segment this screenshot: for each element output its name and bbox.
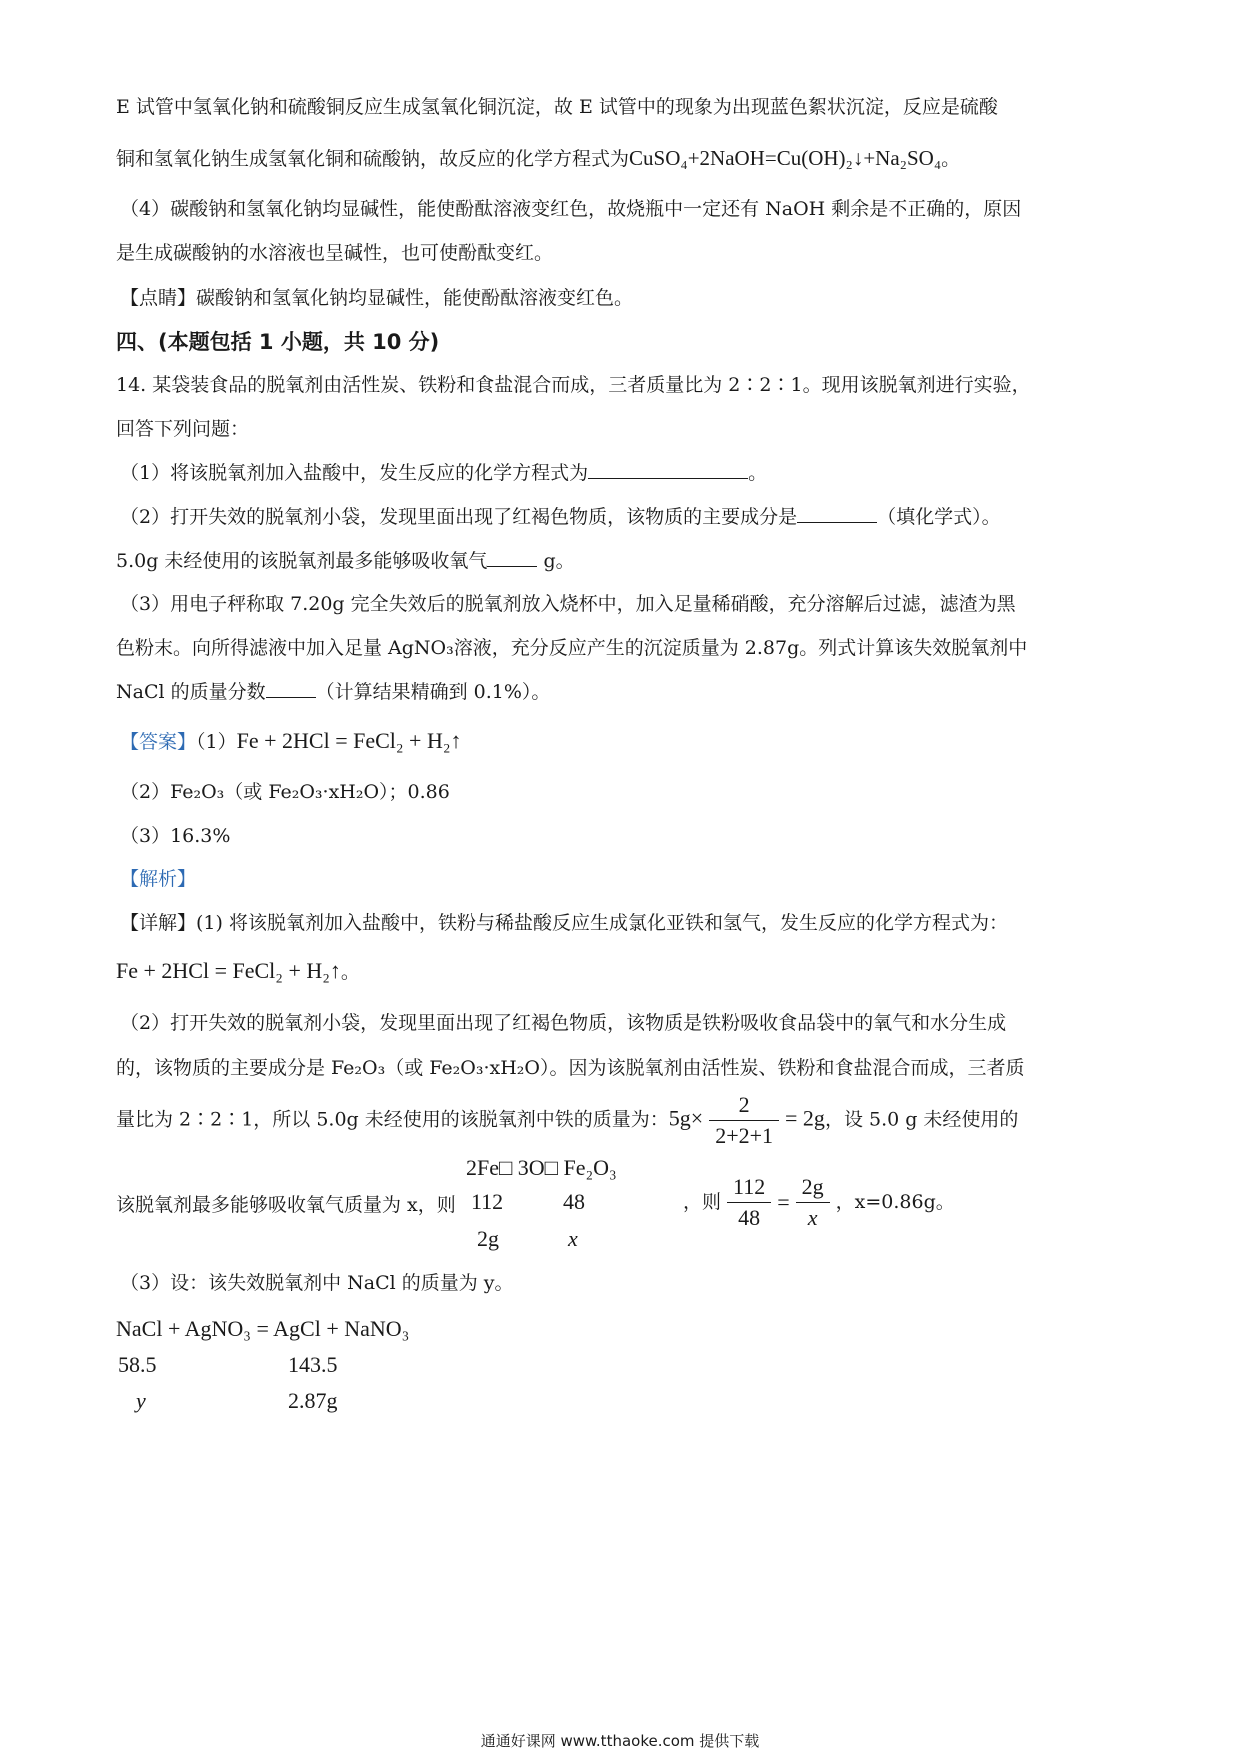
paragraph-e-line2 (116, 146, 960, 171)
p3-given-precipitate: 2.87g (288, 1388, 338, 1413)
chemical-equation: Fe + 2HCl = FeCl₂ + H₂↑ (236, 728, 462, 753)
chemical-equation: CuSO₄+2NaOH=Cu(OH)₂↓+Na₂SO₄ (629, 146, 942, 170)
text-span: NaCl 的质量分数 (116, 681, 266, 703)
p3-unknown-y: y (136, 1388, 146, 1413)
stoich-molar-mass-o: 48 (563, 1189, 585, 1214)
stoich-unknown: x (568, 1226, 578, 1251)
answer-blank (797, 521, 877, 523)
question-part3-line2: 色粉末。向所得滤液中加入足量 AgNO₃溶液，充分反应产生的沉淀质量为 2.87g。列式计算该失效脱氧剂中 (116, 637, 1028, 659)
question-part3-line1: （3）用电子秤称取 7.20g 完全失效后的脱氧剂放入烧杯中，加入足量稀硝酸，充分溶解后过滤，滤渣为黑 (120, 593, 1016, 615)
paragraph-4-line1: （4）碳酸钠和氢氧化钠均显碱性，能使酚酞溶液变红色，故烧瓶中一定还有 NaOH 剩余是不正确的，原因 (120, 198, 1022, 220)
stoich-equation: 2Fe□ 3O□ Fe₂O₃ (466, 1155, 617, 1180)
stoich-given-mass: 2g (477, 1226, 499, 1251)
ratio-fraction-right (796, 1172, 830, 1233)
paragraph-e-line1: E 试管中氢氧化钠和硫酸铜反应生成氢氧化铜沉淀，故 E 试管中的现象为出现蓝色絮状沉淀，反应是硫酸 (116, 96, 998, 118)
section-heading: 四、(本题包括 1 小题，共 10 分) (116, 330, 440, 354)
p3-mass-agcl: 143.5 (288, 1352, 338, 1377)
ratio-line (683, 1172, 955, 1233)
answer-part3: （3）16.3% (120, 825, 231, 847)
fraction-numerator: 2 (709, 1090, 779, 1121)
question-part3-line3 (116, 681, 550, 704)
analysis-p3-line1: （3）设：该失效脱氧剂中 NaCl 的质量为 y。 (120, 1272, 514, 1294)
text-span: （1）将该脱氧剂加入盐酸中，发生反应的化学方程式为 (120, 462, 589, 484)
text-span: 5.0g 未经使用的该脱氧剂最多能够吸收氧气 (116, 550, 488, 572)
question-stem-line2: 回答下列问题： (116, 418, 250, 440)
text-span: （2）打开失效的脱氧剂小袋，发现里面出现了红褐色物质，该物质的主要成分是 (120, 506, 798, 528)
text-span: 量比为 2∶2∶1，所以 5.0g 未经使用的该脱氧剂中铁的质量为： (116, 1108, 669, 1131)
calc-text: 5g× (668, 1105, 704, 1131)
text-span: （计算结果精确到 0.1%）。 (315, 681, 551, 703)
analysis-label: 【解析】 (120, 868, 197, 890)
answer-part2: （2）Fe₂O₃（或 Fe₂O₃·xH₂O）；0.86 (120, 781, 450, 803)
analysis-p2-line2: 的，该物质的主要成分是 Fe₂O₃（或 Fe₂O₃·xH₂O）。因为该脱氧剂由活性炭、铁粉和食盐混合而成，三者质 (116, 1057, 1025, 1079)
text-span: ，设 5.0 g 未经使用的 (824, 1108, 1019, 1131)
fraction (709, 1090, 779, 1151)
analysis-p2-line4: 该脱氧剂最多能够吸收氧气质量为 x，则 (116, 1194, 456, 1216)
detail-line1: 【详解】(1) 将该脱氧剂加入盐酸中，铁粉与稀盐酸反应生成氯化亚铁和氢气，发生反应的化学方程式为： (120, 912, 1008, 934)
ratio-fraction-left (727, 1172, 771, 1233)
p3-mass-nacl: 58.5 (118, 1352, 157, 1377)
fraction-numerator: 2g (796, 1172, 830, 1203)
text-span: ，x=0.86g。 (835, 1191, 955, 1214)
text-span: 。 (340, 961, 360, 983)
text-span: 。 (941, 148, 961, 170)
answer-part1 (120, 728, 462, 754)
page-footer: 通通好课网 www.tthaoke.com 提供下载 (480, 1732, 760, 1750)
question-part2b (116, 550, 575, 573)
text-span: 铜和氢氧化钠生成氢氧化铜和硫酸钠，故反应的化学方程式为 (116, 148, 630, 170)
fraction-numerator: 112 (727, 1172, 771, 1203)
text-span: （填化学式）。 (877, 506, 1001, 528)
dianjing-note: 【点睛】碳酸钠和氢氧化钠均显碱性，能使酚酞溶液变红色。 (120, 287, 634, 309)
question-part2 (120, 506, 1001, 529)
p3-equation: NaCl + AgNO₃ = AgCl + NaNO₃ (116, 1316, 410, 1341)
stoich-molar-mass-fe: 112 (471, 1189, 504, 1214)
analysis-p2-line1: （2）打开失效的脱氧剂小袋，发现里面出现了红褐色物质，该物质是铁粉吸收食品袋中的氧气和水分生成 (120, 1012, 1007, 1034)
answer-blank (487, 565, 537, 567)
chemical-equation: Fe + 2HCl = FeCl₂ + H₂↑ (116, 958, 341, 983)
question-part1 (120, 462, 767, 485)
calc-text: = 2g (785, 1105, 825, 1131)
paragraph-4-line2: 是生成碳酸钠的水溶液也呈碱性，也可使酚酞变红。 (116, 242, 554, 264)
detail-equation-line (116, 958, 360, 984)
question-stem-line1: 14. 某袋装食品的脱氧剂由活性炭、铁粉和食盐混合而成，三者质量比为 2∶2∶1。现用该脱氧剂进行实验， (116, 374, 1031, 396)
answer-blank (266, 696, 316, 698)
text-span: （1） (196, 731, 237, 753)
analysis-p2-line3 (116, 1090, 1018, 1151)
text-span: 。 (748, 462, 768, 484)
text-span: ，则 (683, 1191, 722, 1214)
answer-label: 【答案】 (120, 731, 197, 753)
text-span: g。 (537, 550, 575, 572)
fraction-denominator: x (807, 1205, 818, 1230)
answer-blank (588, 477, 748, 479)
fraction-denominator: 48 (738, 1205, 761, 1230)
fraction-denominator: 2+2+1 (715, 1123, 774, 1148)
equals-sign: = (777, 1189, 790, 1215)
